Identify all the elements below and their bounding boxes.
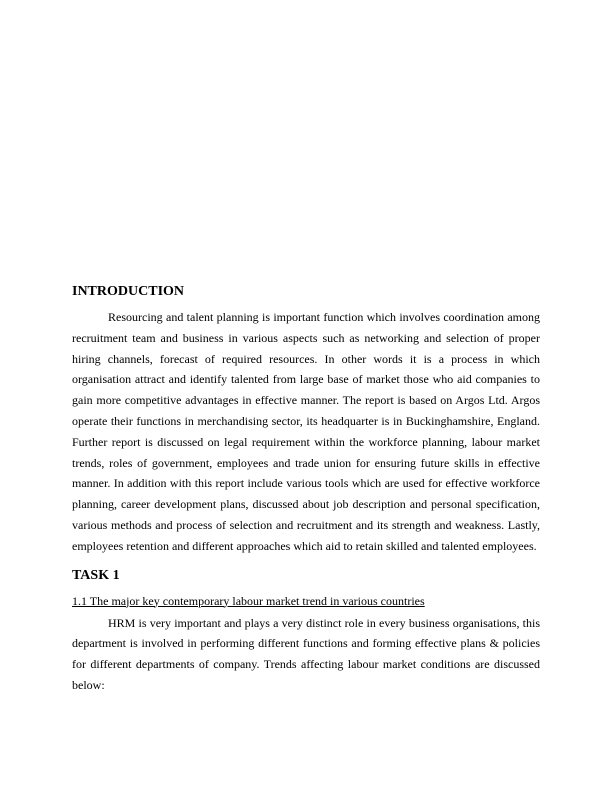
document-page <box>72 283 540 696</box>
introduction-heading: INTRODUCTION <box>72 284 185 299</box>
task1-paragraph: HRM is very important and plays a very distinct role in every business organisations, this department is involved in performing different functions and forming effective plans & policies for different departments of company. Trends affecting labour market conditions are discussed below: <box>72 615 540 692</box>
task1-heading: TASK 1 <box>72 567 120 583</box>
introduction-paragraph: Resourcing and talent planning is important function which involves coordination among recruitment team and business in various aspects such as networking and selection of proper hiring channels, forecast of required resources. In other words it is a process in which organisation attract and identify talented from large base of market those who aid companies to gain more competitive advantages in effective manner. The report is based on Argos Ltd. Argos operate their functions in merchandising sector, its headquarter is in Buckinghamshire, England. Further report is discussed on legal requirement within the workforce planning, labour market trends, roles of government, employees and trade union for ensuring future skills in effective manner. In addition with this report include various tools which are used for effective workforce planning, career development plans, discussed about job description and personal specification, various methods and process of selection and recruitment and its strength and weakness. Lastly, employees retention and different approaches which aid to retain skilled and talented employees. <box>72 310 540 553</box>
subsection-heading: 1.1 The major key contemporary labour market trend in various countries <box>72 593 425 608</box>
